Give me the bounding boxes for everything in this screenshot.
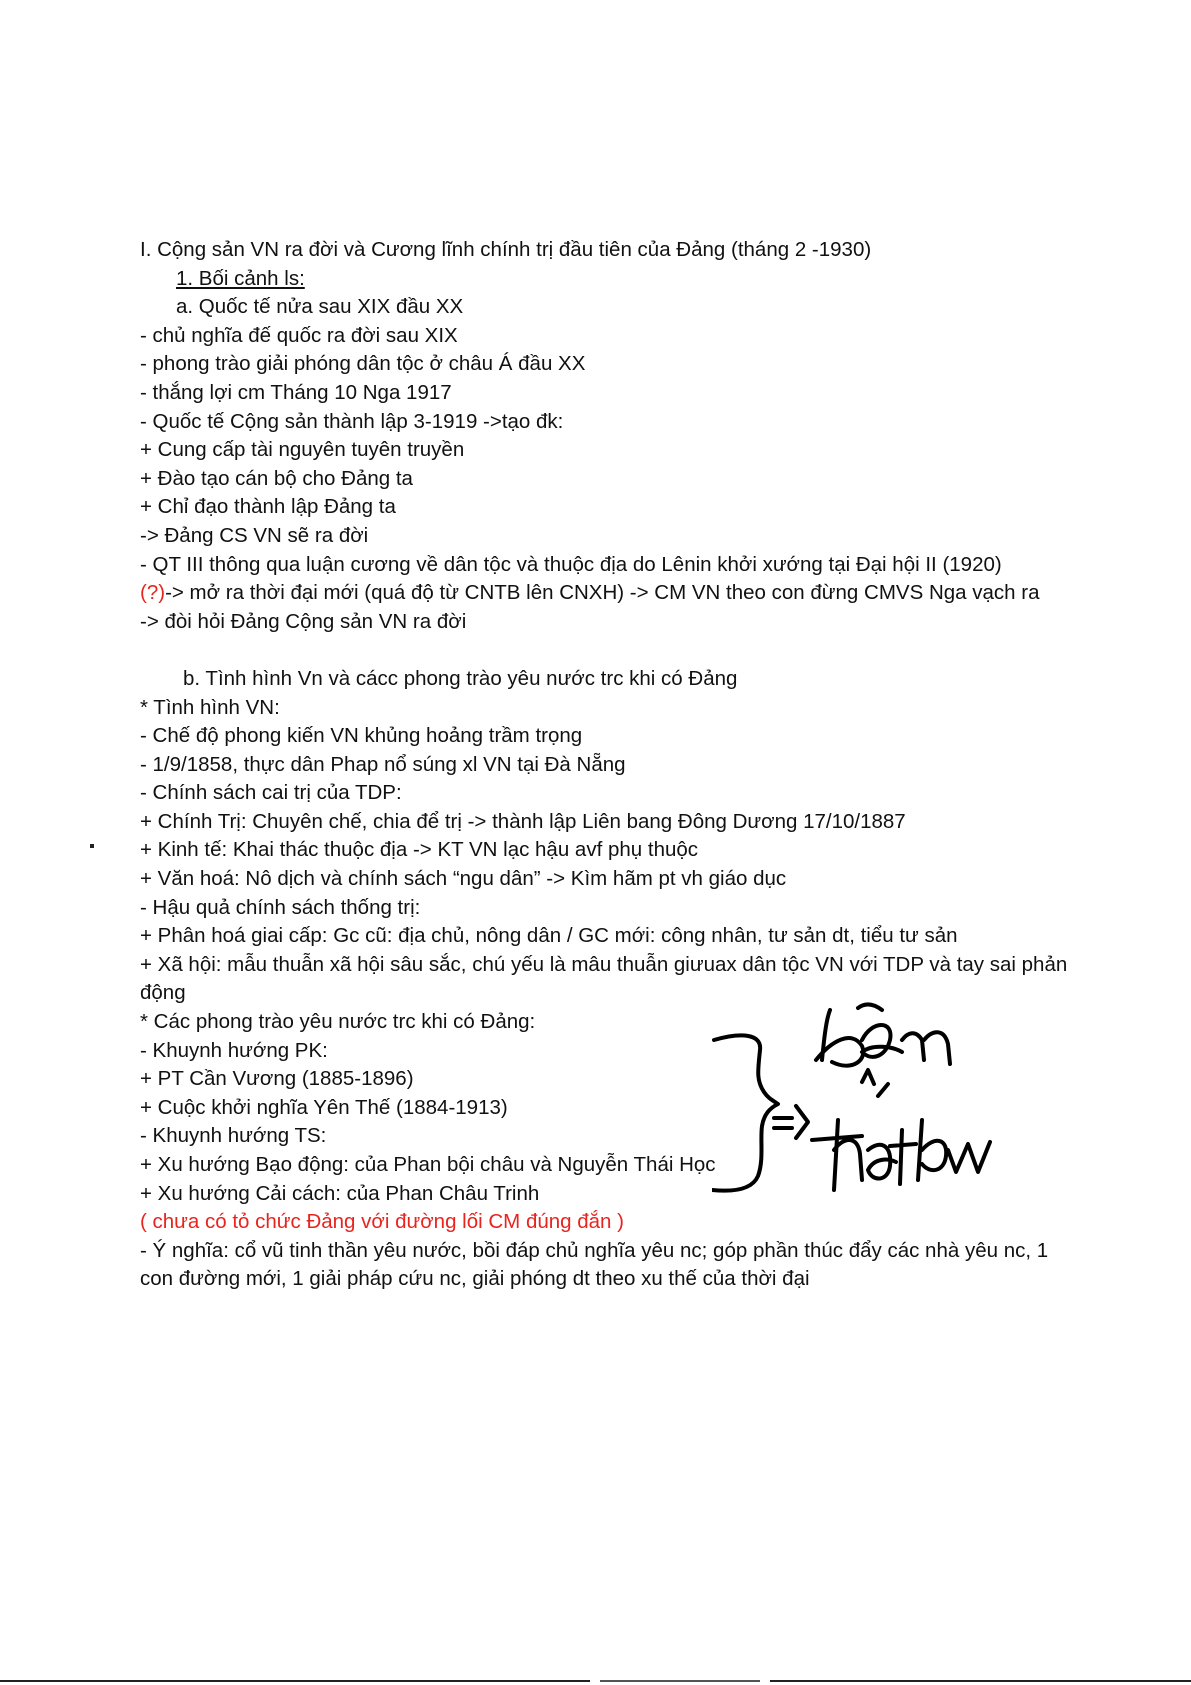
text-line: + PT Cần Vương (1885-1896) [140, 1067, 414, 1091]
text-line: - Chính sách cai trị của TDP: [140, 781, 402, 805]
text-line: + Kinh tế: Khai thác thuộc địa -> KT VN lạc hậu avf phụ thuộc [140, 838, 699, 862]
text-line: - QT III thông qua luận cương về dân tộc và thuộc địa do Lênin khởi xướng tại Đại hội II (1920) [140, 552, 1002, 576]
text-line: + Xu hướng Cải cách: của Phan Châu Trinh [140, 1181, 540, 1205]
handwritten-annotation [712, 1000, 1030, 1200]
text-line: * Tình hình VN: [140, 695, 280, 719]
bottom-rule-right [770, 1680, 1191, 1682]
text-line: - Khuynh hướng TS: [140, 1124, 327, 1148]
society-line: + Xã hội: mẫu thuẫn xã hội sâu sắc, chú yếu là mâu thuẫn giưuax dân tộc VN với TDP và tay sai phản động [140, 952, 1068, 1005]
text-line: + Cung cấp tài nguyên tuyên truyền [140, 438, 465, 462]
text-line: + Cuộc khởi nghĩa Yên Thế (1884-1913) [140, 1095, 508, 1119]
text-line: - thắng lợi cm Tháng 10 Nga 1917 [140, 380, 452, 404]
bottom-rule [0, 1680, 1191, 1682]
section-1a-heading: a. Quốc tế nửa sau XIX đầu XX [176, 295, 464, 319]
text-line: + Văn hoá: Nô dịch và chính sách “ngu dân” -> Kìm hãm pt vh giáo dục [140, 867, 787, 891]
stray-dot [90, 844, 94, 848]
text-line: * Các phong trào yêu nước trc khi có Đảng: [140, 1010, 536, 1034]
text-line: - Hậu quả chính sách thống trị: [140, 895, 421, 919]
document-title: I. Cộng sản VN ra đời và Cương lĩnh chính trị đầu tiên của Đảng (tháng 2 -1930) [140, 238, 872, 261]
text-line: + Chỉ đạo thành lập Đảng ta [140, 495, 396, 519]
section-1b-heading: b. Tình hình Vn và cácc phong trào yêu nước trc khi có Đảng [183, 666, 738, 690]
text-line: + Đào tạo cán bộ cho Đảng ta [140, 466, 413, 490]
question-line [140, 579, 1070, 608]
section-1-heading-text: 1. Bối cảnh ls: [176, 266, 305, 290]
text-line: - phong trào giải phóng dân tộc ở châu Á đầu XX [140, 352, 586, 376]
text-line: - 1/9/1858, thực dân Phap nổ súng xl VN tại Đà Nẵng [140, 752, 626, 776]
text-line: - Chế độ phong kiến VN khủng hoảng trầm trọng [140, 724, 583, 748]
text-line: + Xu hướng Bạo động: của Phan bội châu và Nguyễn Thái Học [140, 1153, 716, 1176]
text-line: - Khuynh hướng PK: [140, 1038, 328, 1062]
bottom-rule-left [0, 1680, 590, 1682]
question-mark: (?) [140, 581, 166, 605]
question-line-text: -> mở ra thời đại mới (quá độ từ CNTB lên CNXH) -> CM VN theo con đừng CMVS Nga vạch ra [165, 581, 1040, 605]
conclusion-line: -> đòi hỏi Đảng Cộng sản VN ra đời [140, 609, 467, 633]
bottom-rule-middle [600, 1680, 760, 1682]
blank-line [140, 636, 1070, 665]
text-line: -> Đảng CS VN sẽ ra đời [140, 523, 369, 547]
text-line: + Chính Trị: Chuyên chế, chia để trị -> thành lập Liên bang Đông Dương 17/10/1887 [140, 809, 906, 833]
text-line: + Phân hoá giai cấp: Gc cũ: địa chủ, nông dân / GC mới: công nhân, tư sản dt, tiểu tư sản [140, 924, 958, 948]
red-note: ( chưa có tỏ chức Đảng với đường lối CM đúng đắn ) [140, 1210, 624, 1234]
text-line: - chủ nghĩa đế quốc ra đời sau XIX [140, 323, 458, 347]
meaning-line: - Ý nghĩa: cổ vũ tinh thần yêu nước, bồi đáp chủ nghĩa yêu nc; góp phần thúc đẩy các nhà yêu nc, 1 con đường mới, 1 giải pháp cứu nc, giải phóng dt theo xu thế của thời đại [140, 1238, 1049, 1291]
text-line: - Quốc tế Cộng sản thành lập 3-1919 ->tạo đk: [140, 409, 564, 433]
section-1-heading [140, 265, 1070, 294]
